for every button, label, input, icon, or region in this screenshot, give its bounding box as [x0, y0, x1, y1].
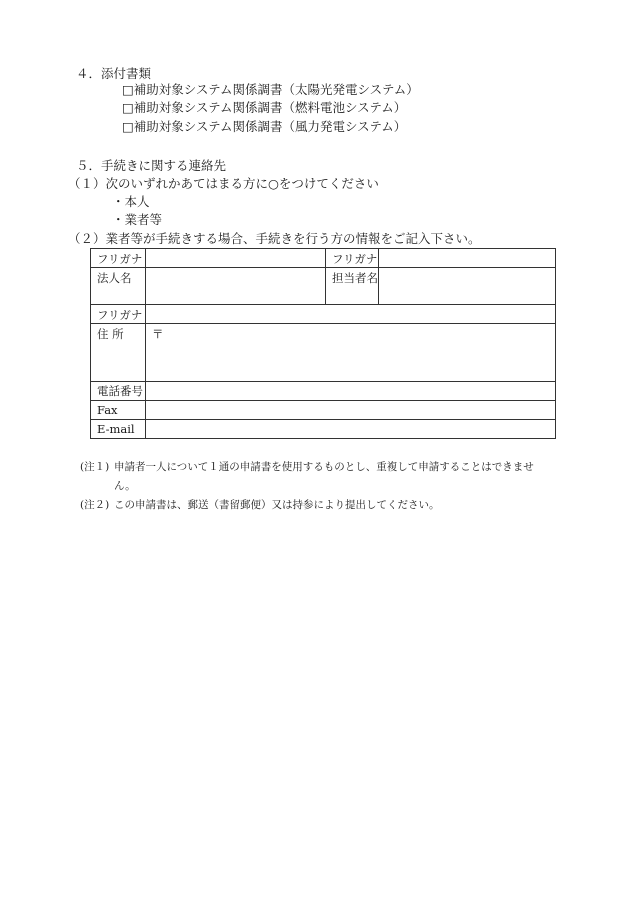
note2-label: (注２)	[80, 499, 110, 511]
email-field[interactable]	[146, 420, 556, 439]
fax-label: Fax	[91, 401, 146, 420]
section5-heading: ５．手続きに関する連絡先	[76, 158, 227, 173]
person-name-label: 担当者名	[326, 268, 379, 305]
corp-furigana-field[interactable]	[146, 249, 326, 268]
email-label: E-mail	[91, 420, 146, 439]
note2-text: この申請書は、郵送（書留郵便）又は持参により提出してください。	[114, 499, 440, 511]
address-label: 住 所	[91, 324, 146, 382]
question-1: （１）次のいずれかあてはまる方に○をつけてください	[68, 176, 379, 191]
person-furigana-label: フリガナ	[326, 249, 379, 268]
phone-label: 電話番号	[91, 382, 146, 401]
address-furigana-label: フリガナ	[91, 305, 146, 324]
option-vendor[interactable]: ・業者等	[112, 212, 163, 227]
note1-line2: ん。	[114, 480, 136, 492]
person-name-field[interactable]	[379, 268, 556, 305]
note1-line1: 申請者一人について１通の申請書を使用するものとし、重複して申請することはできませ	[114, 461, 534, 473]
attachment-item-solar[interactable]: □補助対象システム関係調書（太陽光発電システム）	[122, 82, 419, 97]
phone-field[interactable]	[146, 382, 556, 401]
question-2: （２）業者等が手続きする場合、手続きを行う方の情報をご記入下さい。	[68, 231, 481, 246]
section4-heading: ４．添付書類	[76, 66, 152, 81]
address-furigana-field[interactable]	[146, 305, 556, 324]
note1-label: (注１)	[80, 461, 110, 473]
person-furigana-field[interactable]	[379, 249, 556, 268]
attachment-item-wind[interactable]: □補助対象システム関係調書（風力発電システム）	[122, 119, 407, 134]
corp-furigana-label: フリガナ	[91, 249, 146, 268]
corp-name-field[interactable]	[146, 268, 326, 305]
option-self[interactable]: ・本人	[112, 194, 150, 209]
contact-info-table	[90, 248, 556, 439]
fax-field[interactable]	[146, 401, 556, 420]
attachment-item-fuel-cell[interactable]: □補助対象システム関係調書（燃料電池システム）	[122, 100, 407, 115]
corp-name-label: 法人名	[91, 268, 146, 305]
postal-mark: 〒	[152, 327, 164, 341]
address-field[interactable]	[146, 324, 556, 382]
